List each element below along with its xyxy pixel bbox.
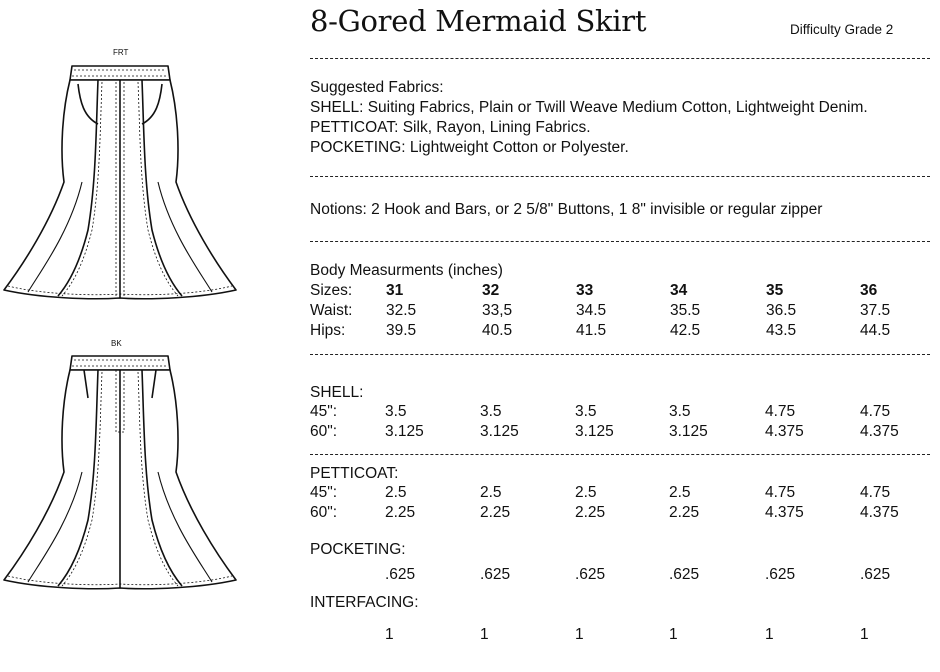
yardage-value: 1 [765,626,774,643]
yardage-value: 4.75 [765,484,796,501]
waist-value: 32.5 [386,302,417,319]
hips-value: 44.5 [860,322,891,339]
petticoat-heading: PETTICOAT: [310,465,399,482]
width-45-label: 45": [310,484,338,501]
yardage-value: 2.25 [669,504,700,521]
yardage-value: .625 [575,566,606,583]
yardage-value: 3.125 [575,423,614,440]
divider [310,454,930,455]
hips-value: 42.5 [670,322,701,339]
yardage-value: 3.5 [480,403,502,420]
shell-60-row [310,423,930,443]
yardage-value: 2.5 [385,484,407,501]
waist-label: Waist: [310,302,353,319]
yardage-value: 3.125 [669,423,708,440]
divider [310,241,930,242]
yardage-value: 2.25 [480,504,511,521]
divider [310,176,930,177]
yardage-value: 2.5 [669,484,691,501]
yardage-value: 1 [480,626,489,643]
size-value: 35 [766,282,784,299]
yardage-value: 2.5 [575,484,597,501]
waist-value: 34.5 [576,302,607,319]
yardage-value: 4.375 [860,504,899,521]
hips-row [310,322,930,342]
yardage-value: 1 [669,626,678,643]
yardage-value: 2.25 [385,504,416,521]
yardage-value: 4.375 [860,423,899,440]
yardage-value: 2.25 [575,504,606,521]
yardage-value: .625 [765,566,796,583]
sizes-label: Sizes: [310,282,353,299]
notions-text: Notions: 2 Hook and Bars, or 2 5/8" Buttons, 1 8" invisible or regular zipper [310,201,823,218]
body-measurements-heading: Body Measurments (inches) [310,262,503,279]
page-title: 8-Gored Mermaid Skirt [310,4,647,38]
sizes-row [310,282,930,302]
waist-value: 33,5 [482,302,513,319]
size-value: 31 [386,282,404,299]
shell-45-row [310,403,930,423]
hips-value: 41.5 [576,322,607,339]
yardage-value: 4.75 [860,484,891,501]
pocketing-heading: POCKETING: [310,541,406,558]
yardage-value: 3.125 [385,423,424,440]
pocketing-row [310,566,930,586]
size-value: 33 [576,282,594,299]
hips-label: Hips: [310,322,346,339]
back-view-label: BK [111,339,122,348]
yardage-value: 1 [860,626,869,643]
yardage-value: 3.125 [480,423,519,440]
yardage-value: 1 [575,626,584,643]
yardage-value: .625 [385,566,416,583]
yardage-value: 4.375 [765,423,804,440]
yardage-value: .625 [669,566,700,583]
width-60-label: 60": [310,504,338,521]
yardage-value: 4.75 [765,403,796,420]
shell-heading: SHELL: [310,384,364,401]
yardage-value: 1 [385,626,394,643]
hips-value: 40.5 [482,322,513,339]
divider [310,58,930,59]
width-45-label: 45": [310,403,338,420]
petticoat-60-row [310,504,930,524]
width-60-label: 60": [310,423,338,440]
yardage-value: 3.5 [385,403,407,420]
size-value: 32 [482,282,500,299]
hips-value: 39.5 [386,322,417,339]
yardage-value: 2.5 [480,484,502,501]
difficulty-grade: Difficulty Grade 2 [790,22,894,37]
waist-value: 35.5 [670,302,701,319]
fabrics-pocketing: POCKETING: Lightweight Cotton or Polyester. [310,139,629,156]
interfacing-heading: INTERFACING: [310,594,419,611]
back-skirt-sketch [0,352,260,592]
fabrics-shell: SHELL: Suiting Fabrics, Plain or Twill Weave Medium Cotton, Lightweight Denim. [310,99,868,116]
front-skirt-sketch [0,62,260,302]
petticoat-45-row [310,484,930,504]
fabrics-petticoat: PETTICOAT: Silk, Rayon, Lining Fabrics. [310,119,591,136]
yardage-value: .625 [860,566,891,583]
waist-row [310,302,930,322]
divider [310,354,930,355]
hips-value: 43.5 [766,322,797,339]
fabrics-heading: Suggested Fabrics: [310,79,444,96]
yardage-value: 4.75 [860,403,891,420]
interfacing-row [310,626,930,646]
yardage-value: 3.5 [669,403,691,420]
waist-value: 36.5 [766,302,797,319]
yardage-value: .625 [480,566,511,583]
yardage-value: 4.375 [765,504,804,521]
yardage-value: 3.5 [575,403,597,420]
size-value: 34 [670,282,688,299]
front-view-label: FRT [113,48,129,57]
size-value: 36 [860,282,878,299]
waist-value: 37.5 [860,302,891,319]
